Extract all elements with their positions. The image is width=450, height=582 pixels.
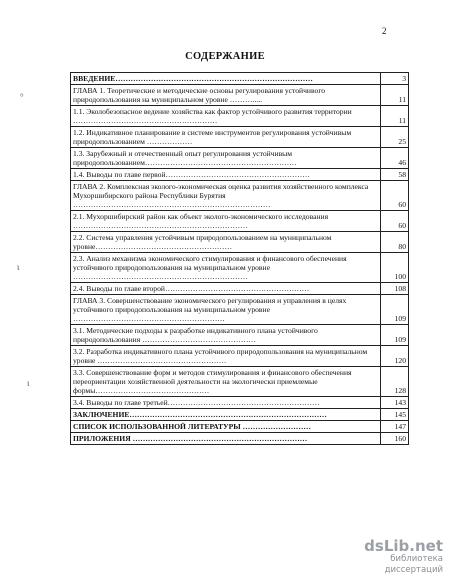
toc-entry-title: СПИСОК ИСПОЛЬЗОВАННОЙ ЛИТЕРАТУРЫ ………………………: [71, 421, 381, 433]
toc-entry-page: 80: [381, 232, 409, 253]
watermark-subtitle: библиотека диссертаций: [384, 554, 443, 575]
toc-entry-title: ЗАКЛЮЧЕНИЕ……………………………………………………………………: [71, 409, 381, 421]
toc-row: [71, 106, 409, 127]
watermark: [345, 538, 443, 576]
toc-entry-page: 145: [381, 409, 409, 421]
toc-entry-page: 160: [381, 433, 409, 445]
toc-entry-page: 11: [381, 85, 409, 106]
toc-row: [71, 367, 409, 397]
toc-row: [71, 325, 409, 346]
toc-entry-page: 128: [381, 367, 409, 397]
toc-entry-title: 3.1. Методические подходы к разработке индикативного плана устойчивого природопользования ………………………………………: [71, 325, 381, 346]
toc-entry-page: 46: [381, 148, 409, 169]
toc-entry-title: 2.4. Выводы по главе второй…………………………………………………: [71, 283, 381, 295]
table-of-contents: [70, 72, 409, 445]
toc-entry-page: 109: [381, 295, 409, 325]
toc-entry-page: 25: [381, 127, 409, 148]
toc-entry-page: 3: [381, 73, 409, 85]
toc-entry-page: 147: [381, 421, 409, 433]
toc-entry-page: 11: [381, 106, 409, 127]
toc-entry-page: 108: [381, 283, 409, 295]
toc-entry-title: 2.3. Анализ механизма экономического стимулирования и финансового обеспечения устойчивого природопользования на муниципальном уровне ……………………………………………………………: [71, 253, 381, 283]
toc-entry-title: 2.2. Система управления устойчивым природопользованием на муниципальном уровне………………………………………………: [71, 232, 381, 253]
toc-entry-page: 58: [381, 169, 409, 181]
toc-row: [71, 346, 409, 367]
toc-entry-title: 1.2. Индикативное планирование в системе инструментов регулирования устойчивым природопользованием ………………: [71, 127, 381, 148]
toc-entry-page: 120: [381, 346, 409, 367]
toc-entry-title: 1.3. Зарубежный и отечественный опыт регулирования устойчивым природопользованием……………………………………………………: [71, 148, 381, 169]
toc-row: [71, 85, 409, 106]
page-number: 2: [382, 26, 387, 36]
toc-row: [71, 421, 409, 433]
toc-entry-title: ПРИЛОЖЕНИЯ ……………………………………………………………: [71, 433, 381, 445]
toc-entry-title: 1.4. Выводы по главе первой…………………………………………………: [71, 169, 381, 181]
margin-scan-mark: °: [20, 92, 24, 102]
margin-scan-mark: ɩ: [27, 378, 30, 388]
toc-row: [71, 148, 409, 169]
toc-entry-title: ГЛАВА 3. Совершенствование экономического регулирования и управления в целях устойчивого природопользования на муниципальном уровне ……………………………………………………: [71, 295, 381, 325]
toc-row: [71, 181, 409, 211]
toc-row: [71, 397, 409, 409]
toc-entry-title: 3.3. Совершенствование форм и методов стимулирования и финансового обеспечения переориентации хозяйственной деятельности на экологически приемлемые формы………………………………………: [71, 367, 381, 397]
toc-entry-page: 109: [381, 325, 409, 346]
toc-entry-title: 3.2. Разработка индикативного плана устойчивого природопользования на муниципальном уровне ……………………………………………: [71, 346, 381, 367]
table-of-contents-heading: СОДЕРЖАНИЕ: [185, 51, 265, 62]
toc-row: [71, 73, 409, 85]
toc-row: [71, 253, 409, 283]
toc-row: [71, 295, 409, 325]
toc-row: [71, 283, 409, 295]
toc-row: [71, 127, 409, 148]
toc-row: [71, 433, 409, 445]
margin-scan-mark: ɩ: [17, 262, 20, 272]
toc-row: [71, 409, 409, 421]
toc-entry-title: 3.4. Выводы по главе третьей……………………………………………………: [71, 397, 381, 409]
watermark-logo: dsLib.net: [364, 537, 443, 555]
toc-entry-page: 143: [381, 397, 409, 409]
toc-row: [71, 211, 409, 232]
toc-row: [71, 169, 409, 181]
toc-row: [71, 232, 409, 253]
toc-entry-title: 1.1. Эколобезопасное ведение хозяйства как фактор устойчивого развития территории …………………………………………………: [71, 106, 381, 127]
toc-entry-title: ГЛАВА 1. Теоретические и методические основы регулирования устойчивого природопользования на муниципальном уровне ……….....: [71, 85, 381, 106]
toc-entry-title: ГЛАВА 2. Комплексная эколого-экономическая оценка развития хозяйственного комплекса Мухоршибирского района Республики Бурятия ……………………………………………………………………: [71, 181, 381, 211]
toc-entry-page: 60: [381, 211, 409, 232]
toc-entry-title: ВВЕДЕНИЕ……………………………………………………………………: [71, 73, 381, 85]
toc-entry-title: 2.1. Мухоршибирский район как объект эколого-экономического исследования ……………………………………………………………: [71, 211, 381, 232]
toc-entry-page: 60: [381, 181, 409, 211]
toc-entry-page: 100: [381, 253, 409, 283]
